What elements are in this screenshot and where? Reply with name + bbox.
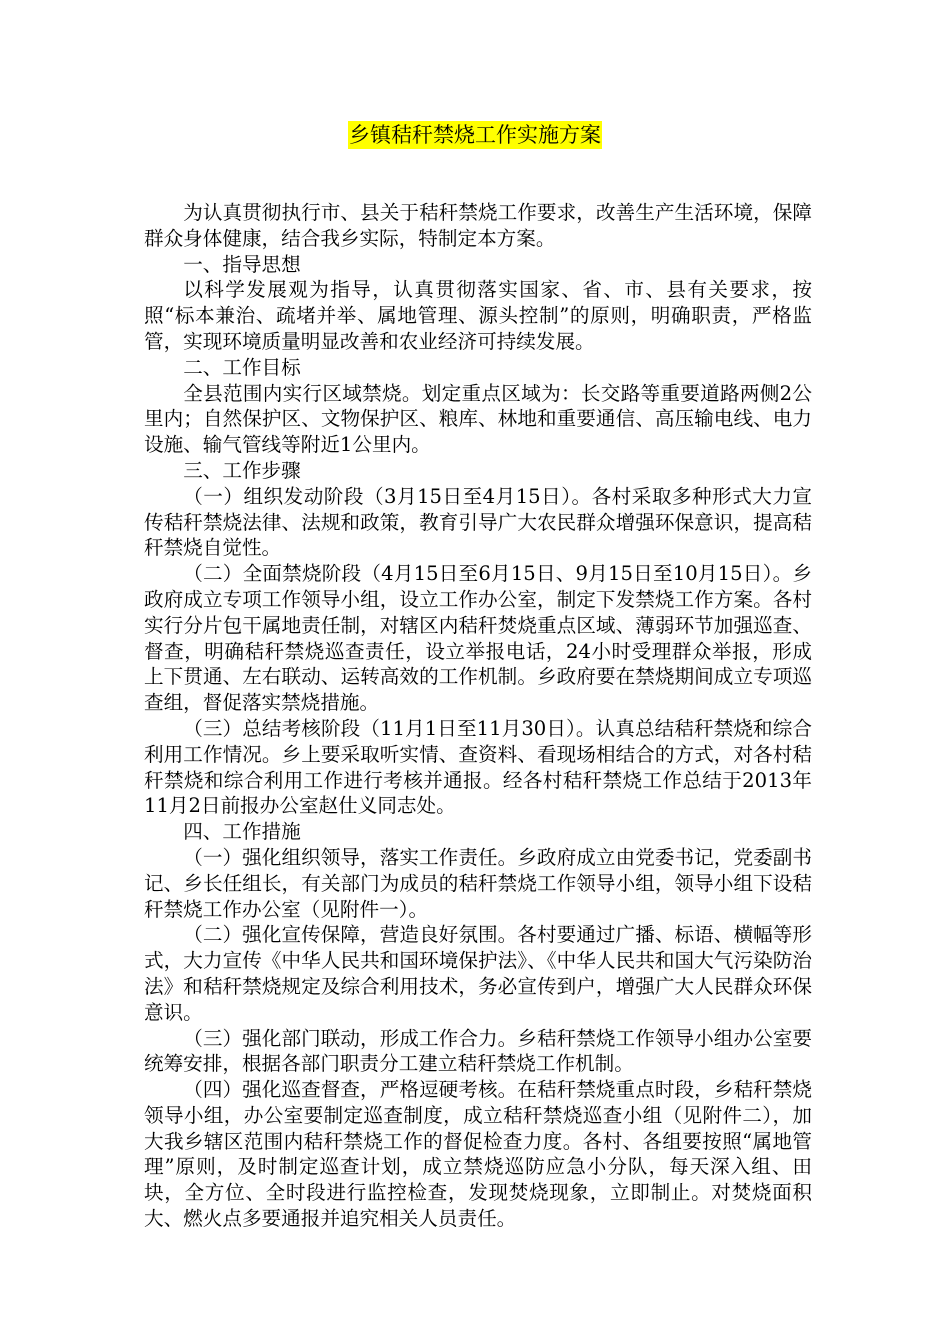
paragraph-measure-1: （一）强化组织领导，落实工作责任。乡政府成立由党委书记，党委副书记、乡长任组长，有关部门为成员的秸秆禁烧工作领导小组，领导小组下设秸秆禁烧工作办公室（见附件一）。 <box>144 845 812 921</box>
title-container <box>0 121 950 149</box>
paragraph-step-2: （二）全面禁烧阶段（4月15日至6月15日、9月15日至10月15日）。乡政府成立专项工作领导小组，设立工作办公室，制定下发禁烧工作方案。各村实行分片包干属地责任制，对辖区内秸秆焚烧重点区域、薄弱环节加强巡查、督查，明确秸秆禁烧巡查责任，设立举报电话，24小时受理群众举报，形成上下贯通、左右联动、运转高效的工作机制。乡政府要在禁烧期间成立专项巡查组，督促落实禁烧措施。 <box>144 562 812 715</box>
section-heading-work-goals: 二、工作目标 <box>183 355 301 379</box>
intro-paragraph: 为认真贯彻执行市、县关于秸秆禁烧工作要求，改善生产生活环境，保障群众身体健康，结合我乡实际，特制定本方案。 <box>144 201 812 250</box>
paragraph-step-3: （三）总结考核阶段（11月1日至11月30日）。认真总结秸秆禁烧和综合利用工作情况。乡上要采取听实情、查资料、看现场相结合的方式，对各村秸秆禁烧和综合利用工作进行考核并通报。经各村秸秆禁烧工作总结于2013年11月2日前报办公室赵仕义同志处。 <box>144 716 812 818</box>
section-heading-work-steps: 三、工作步骤 <box>183 458 301 482</box>
section-heading-work-measures: 四、工作措施 <box>183 820 301 844</box>
paragraph-step-1: （一）组织发动阶段（3月15日至4月15日）。各村采取多种形式大力宣传秸秆禁烧法律、法规和政策，教育引导广大农民群众增强环保意识，提高秸秆禁烧自觉性。 <box>144 484 812 560</box>
section-heading-guiding-ideology: 一、指导思想 <box>183 252 301 276</box>
document-title: 乡镇秸秆禁烧工作实施方案 <box>349 123 601 147</box>
paragraph-guiding-ideology: 以科学发展观为指导，认真贯彻落实国家、省、市、县有关要求，按照“标本兼治、疏堵并举、属地管理、源头控制”的原则，明确职责，严格监管，实现环境质量明显改善和农业经济可持续发展。 <box>144 278 812 353</box>
document-body <box>144 200 812 1232</box>
paragraph-measure-3: （三）强化部门联动，形成工作合力。乡秸秆禁烧工作领导小组办公室要统筹安排，根据各部门职责分工建立秸秆禁烧工作机制。 <box>144 1026 812 1076</box>
paragraph-work-goals: 全县范围内实行区域禁烧。划定重点区域为：长交路等重要道路两侧2公里内；自然保护区、文物保护区、粮库、林地和重要通信、高压输电线、电力设施、输气管线等附近1公里内。 <box>144 381 812 457</box>
paragraph-measure-2: （二）强化宣传保障，营造良好氛围。各村要通过广播、标语、横幅等形式，大力宣传《中华人民共和国环境保护法》、《中华人民共和国大气污染防治法》和秸秆禁烧规定及综合利用技术，务必宣传到户，增强广大人民群众环保意识。 <box>144 923 812 1024</box>
paragraph-measure-4: （四）强化巡查督查，严格逗硬考核。在秸秆禁烧重点时段，乡秸秆禁烧领导小组，办公室要制定巡查制度，成立秸秆禁烧巡查小组（见附件二），加大我乡辖区范围内秸秆禁烧工作的督促检查力度。各村、各组要按照“属地管理”原则，及时制定巡查计划，成立禁烧巡防应急小分队，每天深入组、田块，全方位、全时段进行监控检查，发现焚烧现象，立即制止。对焚烧面积大、燃火点多要通报并追究相关人员责任。 <box>144 1078 812 1231</box>
